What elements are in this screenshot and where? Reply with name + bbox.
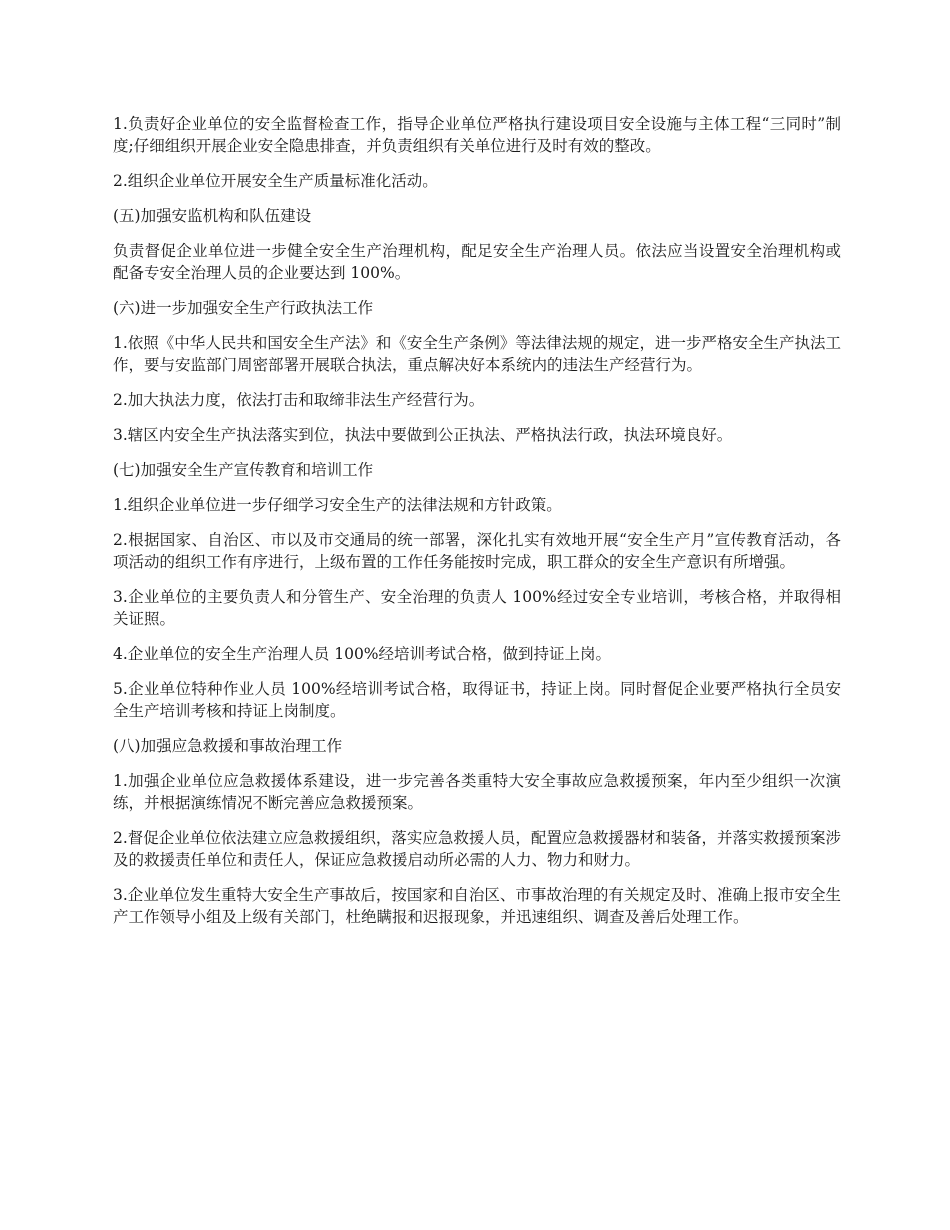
document-body — [113, 113, 841, 941]
paragraph-12: 1.加强企业单位应急救援体系建设，进一步完善各类重特大安全事故应急救援预案，年内至少组织一次演练，并根据演练情况不断完善应急救援预案。 — [113, 772, 841, 812]
paragraph-10: 4.企业单位的安全生产治理人员 100%经培训考试合格，做到持证上岗。 — [113, 645, 612, 663]
paragraph-3: 负责督促企业单位进一步健全安全生产治理机构，配足安全生产治理人员。依法应当设置安全治理机构或配备专安全治理人员的企业要达到 100%。 — [113, 242, 841, 282]
paragraph-11: 5.企业单位特种作业人员 100%经培训考试合格，取得证书，持证上岗。同时督促企业要严格执行全员安全生产培训考核和持证上岗制度。 — [113, 680, 841, 720]
paragraph-7: 1.组织企业单位进一步仔细学习安全生产的法律法规和方针政策。 — [113, 496, 562, 514]
paragraph-9: 3.企业单位的主要负责人和分管生产、安全治理的负责人 100%经过安全专业培训，考核合格，并取得相关证照。 — [113, 588, 841, 628]
paragraph-6: 3.辖区内安全生产执法落实到位，执法中要做到公正执法、严格执法行政，执法环境良好。 — [113, 426, 733, 444]
section-heading-8: (八)加强应急救援和事故治理工作 — [113, 737, 343, 755]
paragraph-2: 2.组织企业单位开展安全生产质量标准化活动。 — [113, 172, 438, 190]
section-heading-7: (七)加强安全生产宣传教育和培训工作 — [113, 461, 374, 479]
paragraph-13: 2.督促企业单位依法建立应急救援组织，落实应急救援人员，配置应急救援器材和装备，并落实救援预案涉及的救援责任单位和责任人，保证应急救援启动所必需的人力、物力和财力。 — [113, 829, 841, 869]
paragraph-1: 1.负责好企业单位的安全监督检查工作，指导企业单位严格执行建设项目安全设施与主体工程“三同时”制度;仔细组织开展企业安全隐患排查，并负责组织有关单位进行及时有效的整改。 — [113, 115, 841, 155]
paragraph-4: 1.依照《中华人民共和国安全生产法》和《安全生产条例》等法律法规的规定，进一步严格安全生产执法工作，要与安监部门周密部署开展联合执法，重点解决好本系统内的违法生产经营行为。 — [113, 334, 841, 374]
paragraph-14: 3.企业单位发生重特大安全生产事故后，按国家和自治区、市事故治理的有关规定及时、准确上报市安全生产工作领导小组及上级有关部门，杜绝瞒报和迟报现象，并迅速组织、调查及善后处理工作。 — [113, 886, 841, 926]
section-heading-6: (六)进一步加强安全生产行政执法工作 — [113, 299, 374, 317]
paragraph-5: 2.加大执法力度，依法打击和取缔非法生产经营行为。 — [113, 391, 485, 409]
paragraph-8: 2.根据国家、自治区、市以及市交通局的统一部署，深化扎实有效地开展“安全生产月”宣传教育活动，各项活动的组织工作有序进行，上级布置的工作任务能按时完成，职工群众的安全生产意识有所增强。 — [113, 531, 841, 571]
section-heading-5: (五)加强安监机构和队伍建设 — [113, 207, 312, 225]
